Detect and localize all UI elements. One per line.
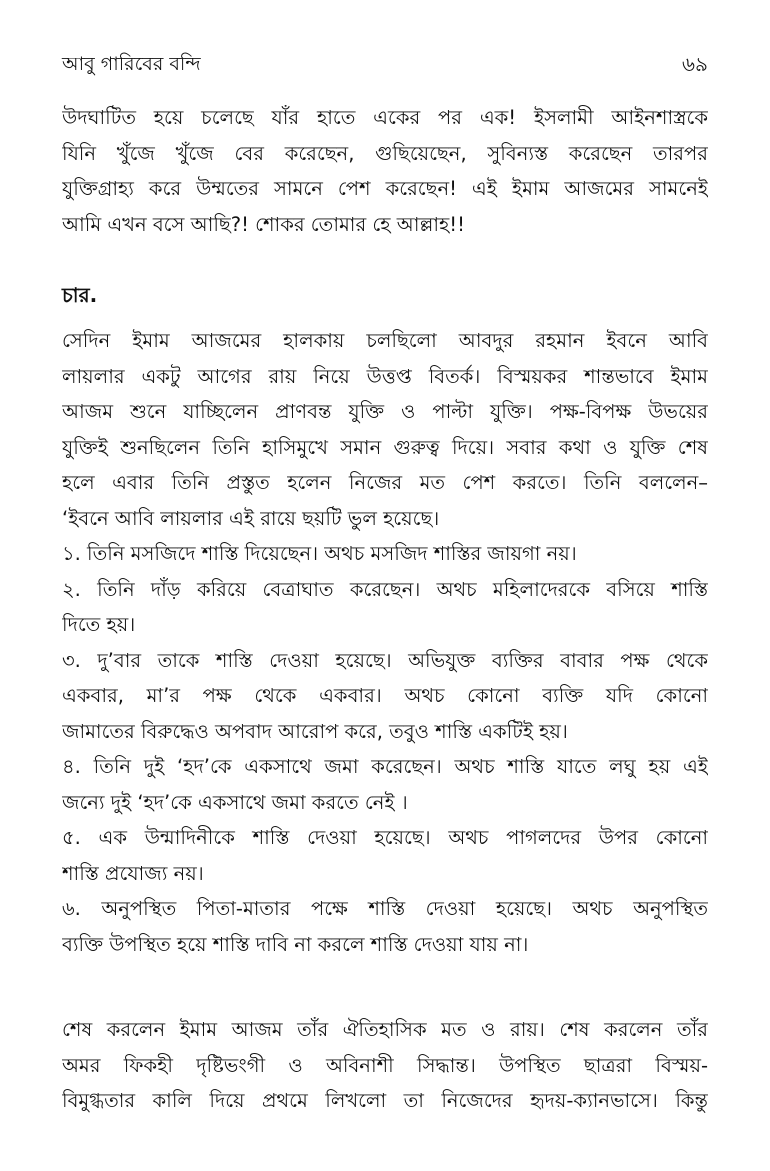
list-item: ৬. অনুপস্থিত পিতা-মাতার পক্ষে শাস্তি দেওয়া হয়েছে। অথচ অনুপস্থিত [62,897,708,920]
list-item: ৪. তিনি দুই ‘হদ’কে একসাথে জমা করেছেন। অথচ শাস্তি যাতে লঘু হয় এই [62,755,708,778]
text-line: লায়লার একটু আগের রায় নিয়ে উত্তপ্ত বিতর্ক। বিস্ময়কর শান্তভাবে ইমাম [62,364,708,388]
text-line: শেষ করলেন ইমাম আজম তাঁর ঐতিহাসিক মত ও রায়। শেষ করলেন তাঁর [62,1018,708,1041]
section-heading: চার. [62,283,98,307]
text-line: উদঘাটিত হয়ে চলেছে যাঁর হাতে একের পর এক! ইসলামী আইনশাস্ত্রকে [62,106,708,129]
list-item: ২. তিনি দাঁড় করিয়ে বেত্রাঘাত করেছেন। অথচ মহিলাদেরকে বসিয়ে শাস্তি [62,577,708,601]
text-line: আজম শুনে যাচ্ছিলেন প্রাণবন্ত যুক্তি ও পাল্টা যুক্তি। পক্ষ-বিপক্ষ উভয়ের [62,400,708,423]
list-item: ৫. এক উন্মাদিনীকে শাস্তি দেওয়া হয়েছে। অথচ পাগলদের উপর কোনো [62,826,708,849]
page-number: ৬৯ [682,52,708,76]
text-line: যুক্তিই শুনছিলেন তিনি হাসিমুখে সমান গুরুত্ব দিয়ে। সবার কথা ও যুক্তি শেষ [62,435,708,459]
text-line: আমি এখন বসে আছি?! শোকর তোমার হে আল্লাহ!! [62,212,465,236]
text-line: বিমুগ্ধতার কালি দিয়ে প্রথমে লিখলো তা নিজেদের হৃদয়-ক্যানভাসে। কিন্তু [62,1089,708,1112]
list-item: ১. তিনি মসজিদে শাস্তি দিয়েছেন। অথচ মসজিদ শাস্তির জায়গা নয়। [62,542,577,565]
running-title: আবু গারিবের বন্দি [62,53,201,75]
list-item: ৩. দু’বার তাকে শাস্তি দেওয়া হয়েছে। অভিযুক্ত ব্যক্তির বাবার পক্ষ থেকে [62,648,708,672]
paragraph-intro [62,100,708,242]
text-line: যিনি খুঁজে খুঁজে বের করেছেন, গুছিয়েছেন, সুবিন্যস্ত করেছেন তারপর [62,141,708,165]
text-line: অমর ফিকহী দৃষ্টিভংগী ও অবিনাশী সিদ্ধান্ত। উপস্থিত ছাত্ররা বিস্ময়- [62,1053,708,1077]
paragraph-conclusion [62,1012,708,1119]
text-line: শাস্তি প্রযোজ্য নয়। [62,861,204,885]
text-line: একবার, মা’র পক্ষ থেকে একবার। অথচ কোনো ব্যক্তি যদি কোনো [62,684,708,707]
text-line: জামাতের বিরুদ্ধেও অপবাদ আরোপ করে, তবুও শাস্তি একটিই হয়। [62,719,568,743]
text-line: ‘ইবনে আবি লায়লার এই রায়ে ছয়টি ভুল হয়েছে। [62,506,440,530]
text-line: সেদিন ইমাম আজমের হালকায় চলছিলো আবদুর রহমান ইবনে আবি [62,329,708,352]
text-line: ব্যক্তি উপস্থিত হয়ে শাস্তি দাবি না করলে শাস্তি দেওয়া যায় না। [62,932,529,956]
text-line: দিতে হয়। [62,613,136,636]
text-line: হলে এবার তিনি প্রস্তুত হলেন নিজের মত পেশ করতে। তিনি বললেন– [62,471,708,494]
text-line: যুক্তিগ্রাহ্য করে উম্মতের সামনে পেশ করেছেন! এই ইমাম আজমের সামনেই [62,177,708,200]
text-line: জন্যে দুই ‘হদ’কে একসাথে জমা করতে নেই । [62,790,408,814]
paragraph-debate [62,323,708,962]
